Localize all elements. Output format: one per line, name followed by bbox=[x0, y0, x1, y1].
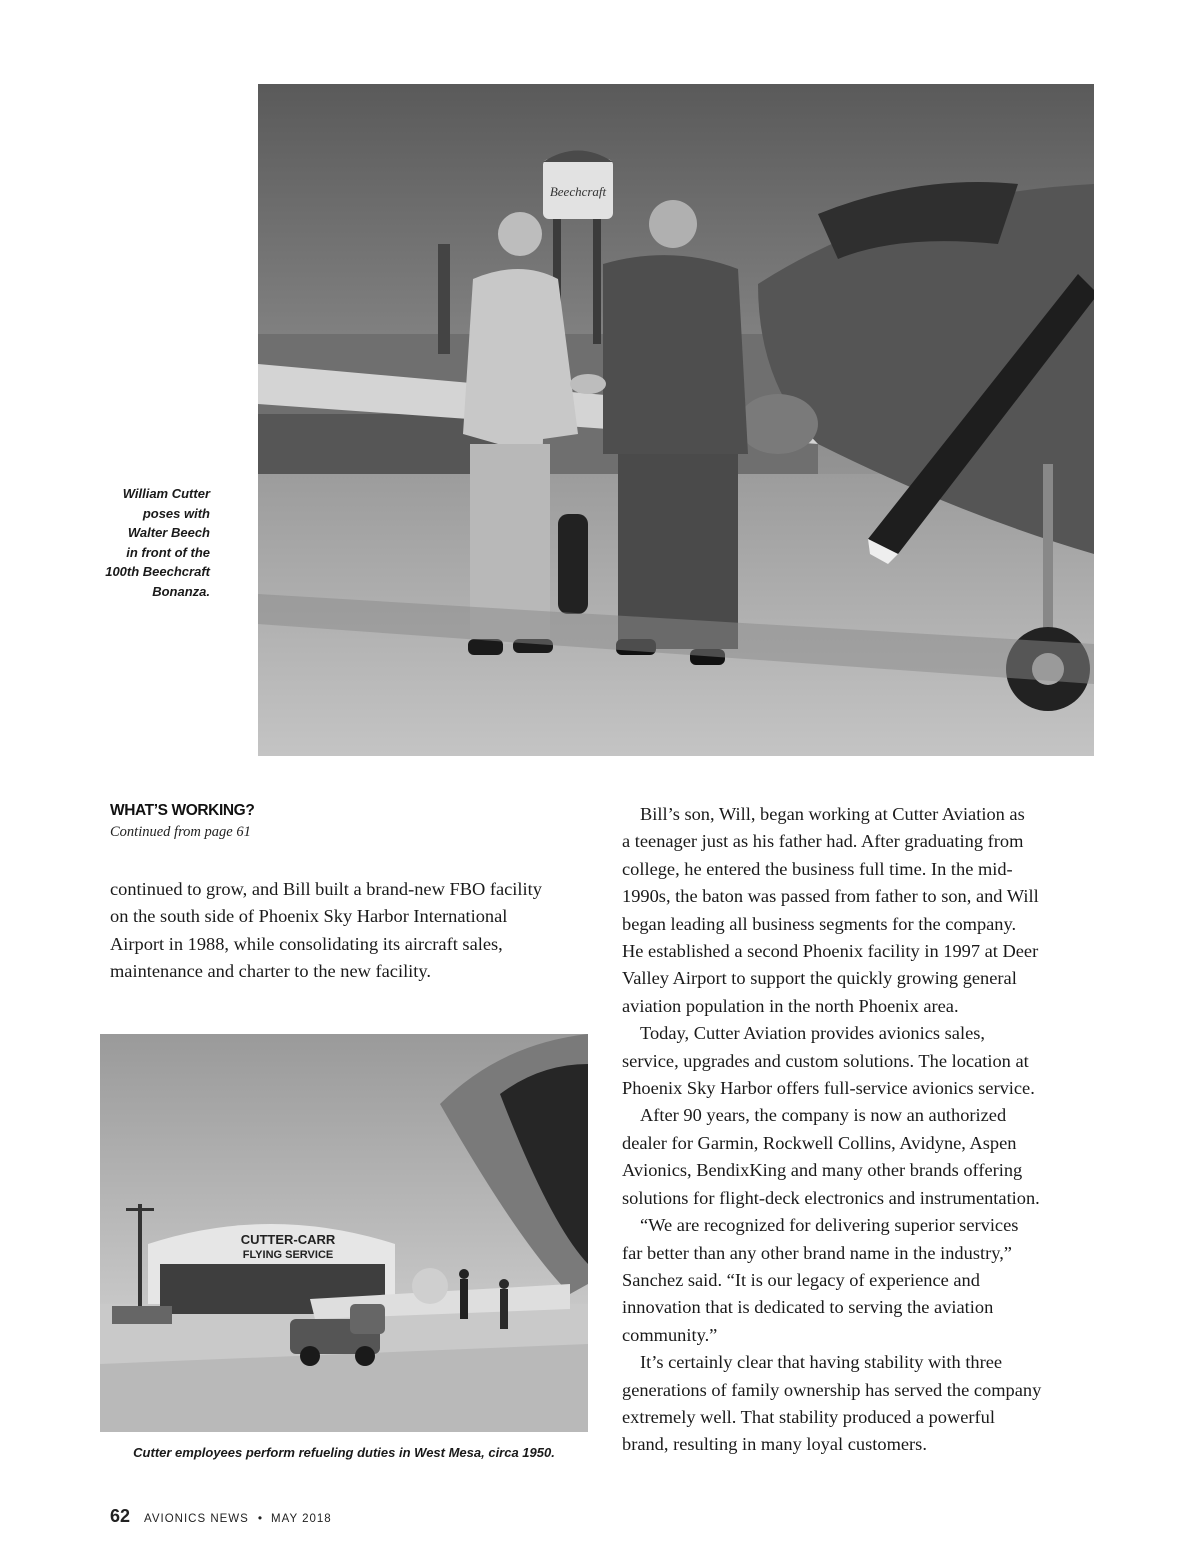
text-line: generations of family ownership has served the company bbox=[622, 1379, 1042, 1400]
article-right-column bbox=[622, 801, 1112, 1459]
text-line: dealer for Garmin, Rockwell Collins, Avidyne, Aspen bbox=[622, 1132, 1017, 1153]
caption-line: William Cutter bbox=[122, 486, 210, 501]
text-line: innovation that is dedicated to serving the aviation bbox=[622, 1297, 994, 1318]
text-line: aviation population in the north Phoenix area. bbox=[622, 995, 959, 1016]
text-line: Valley Airport to support the quickly growing general bbox=[622, 968, 1017, 989]
continued-note: Continued from page 61 bbox=[110, 824, 251, 840]
text-line: 1990s, the baton was passed from father to son, and Will bbox=[622, 886, 1039, 907]
section-title: WHAT’S WORKING? bbox=[110, 802, 255, 819]
text-line: After 90 years, the company is now an authorized bbox=[640, 1105, 1007, 1126]
photo-cutter-beech-bonanza bbox=[258, 84, 1094, 756]
text-line: a teenager just as his father had. After graduating from bbox=[622, 831, 1024, 852]
text-line: He established a second Phoenix facility in 1997 at Deer bbox=[622, 941, 1039, 962]
article-paragraph bbox=[622, 801, 1112, 1020]
text-line: It’s certainly clear that having stability with three bbox=[640, 1352, 1003, 1373]
publication-name: AVIONICS NEWS bbox=[144, 1513, 249, 1525]
text-line: solutions for flight-deck electronics and instrumentation. bbox=[622, 1187, 1040, 1208]
water-tower-logo: Beechcraft bbox=[549, 184, 607, 199]
caption-line: poses with bbox=[142, 505, 210, 521]
article-paragraph bbox=[622, 1212, 1112, 1349]
text-line: Sanchez said. “It is our legacy of experience and bbox=[622, 1269, 980, 1290]
article-paragraph bbox=[110, 876, 600, 986]
text-line: college, he entered the business full time. In the mid- bbox=[622, 858, 1013, 879]
photo-caption-top bbox=[60, 484, 210, 601]
article-paragraph bbox=[622, 1102, 1112, 1212]
text-line: began leading all business segments for the company. bbox=[622, 913, 1017, 934]
text-line: on the south side of Phoenix Sky Harbor International bbox=[110, 906, 508, 927]
caption-line: Bonanza. bbox=[152, 583, 210, 599]
page-footer bbox=[110, 1506, 332, 1527]
text-line: Today, Cutter Aviation provides avionics sales, bbox=[640, 1023, 986, 1044]
text-line: service, upgrades and custom solutions. The location at bbox=[622, 1050, 1029, 1071]
text-line: extremely well. That stability produced a powerful bbox=[622, 1406, 995, 1427]
photo-caption-bottom: Cutter employees perform refueling duties in West Mesa, circa 1950. bbox=[133, 1445, 555, 1460]
text-line: Bill’s son, Will, began working at Cutter Aviation as bbox=[640, 804, 1025, 824]
text-line: continued to grow, and Bill built a brand-new FBO facility bbox=[110, 879, 542, 899]
text-line: maintenance and charter to the new facility. bbox=[110, 961, 432, 982]
text-line: “We are recognized for delivering superior services bbox=[640, 1215, 1019, 1236]
caption-line: 100th Beechcraft bbox=[105, 564, 210, 579]
text-line: Phoenix Sky Harbor offers full-service avionics service. bbox=[622, 1078, 1035, 1099]
article-paragraph bbox=[622, 1020, 1112, 1102]
text-line: community.” bbox=[622, 1324, 718, 1345]
hangar-sign-line2: FLYING SERVICE bbox=[242, 1249, 334, 1261]
text-line: brand, resulting in many loyal customers. bbox=[622, 1434, 927, 1455]
footer-separator: • bbox=[257, 1511, 263, 1525]
page-number: 62 bbox=[110, 1506, 131, 1526]
hangar-sign-line1: CUTTER-CARR bbox=[240, 1232, 336, 1247]
text-line: Avionics, BendixKing and many other brands offering bbox=[622, 1160, 1023, 1181]
caption-line: Walter Beech bbox=[127, 525, 210, 540]
text-line: far better than any other brand name in the industry,” bbox=[622, 1242, 1012, 1263]
issue-date: MAY 2018 bbox=[271, 1513, 332, 1525]
text-line: Airport in 1988, while consolidating its aircraft sales, bbox=[110, 933, 503, 954]
article-left-column bbox=[110, 876, 600, 986]
caption-line: in front of the bbox=[126, 544, 210, 560]
article-paragraph bbox=[622, 1349, 1112, 1459]
photo-refueling-west-mesa bbox=[100, 1034, 588, 1432]
